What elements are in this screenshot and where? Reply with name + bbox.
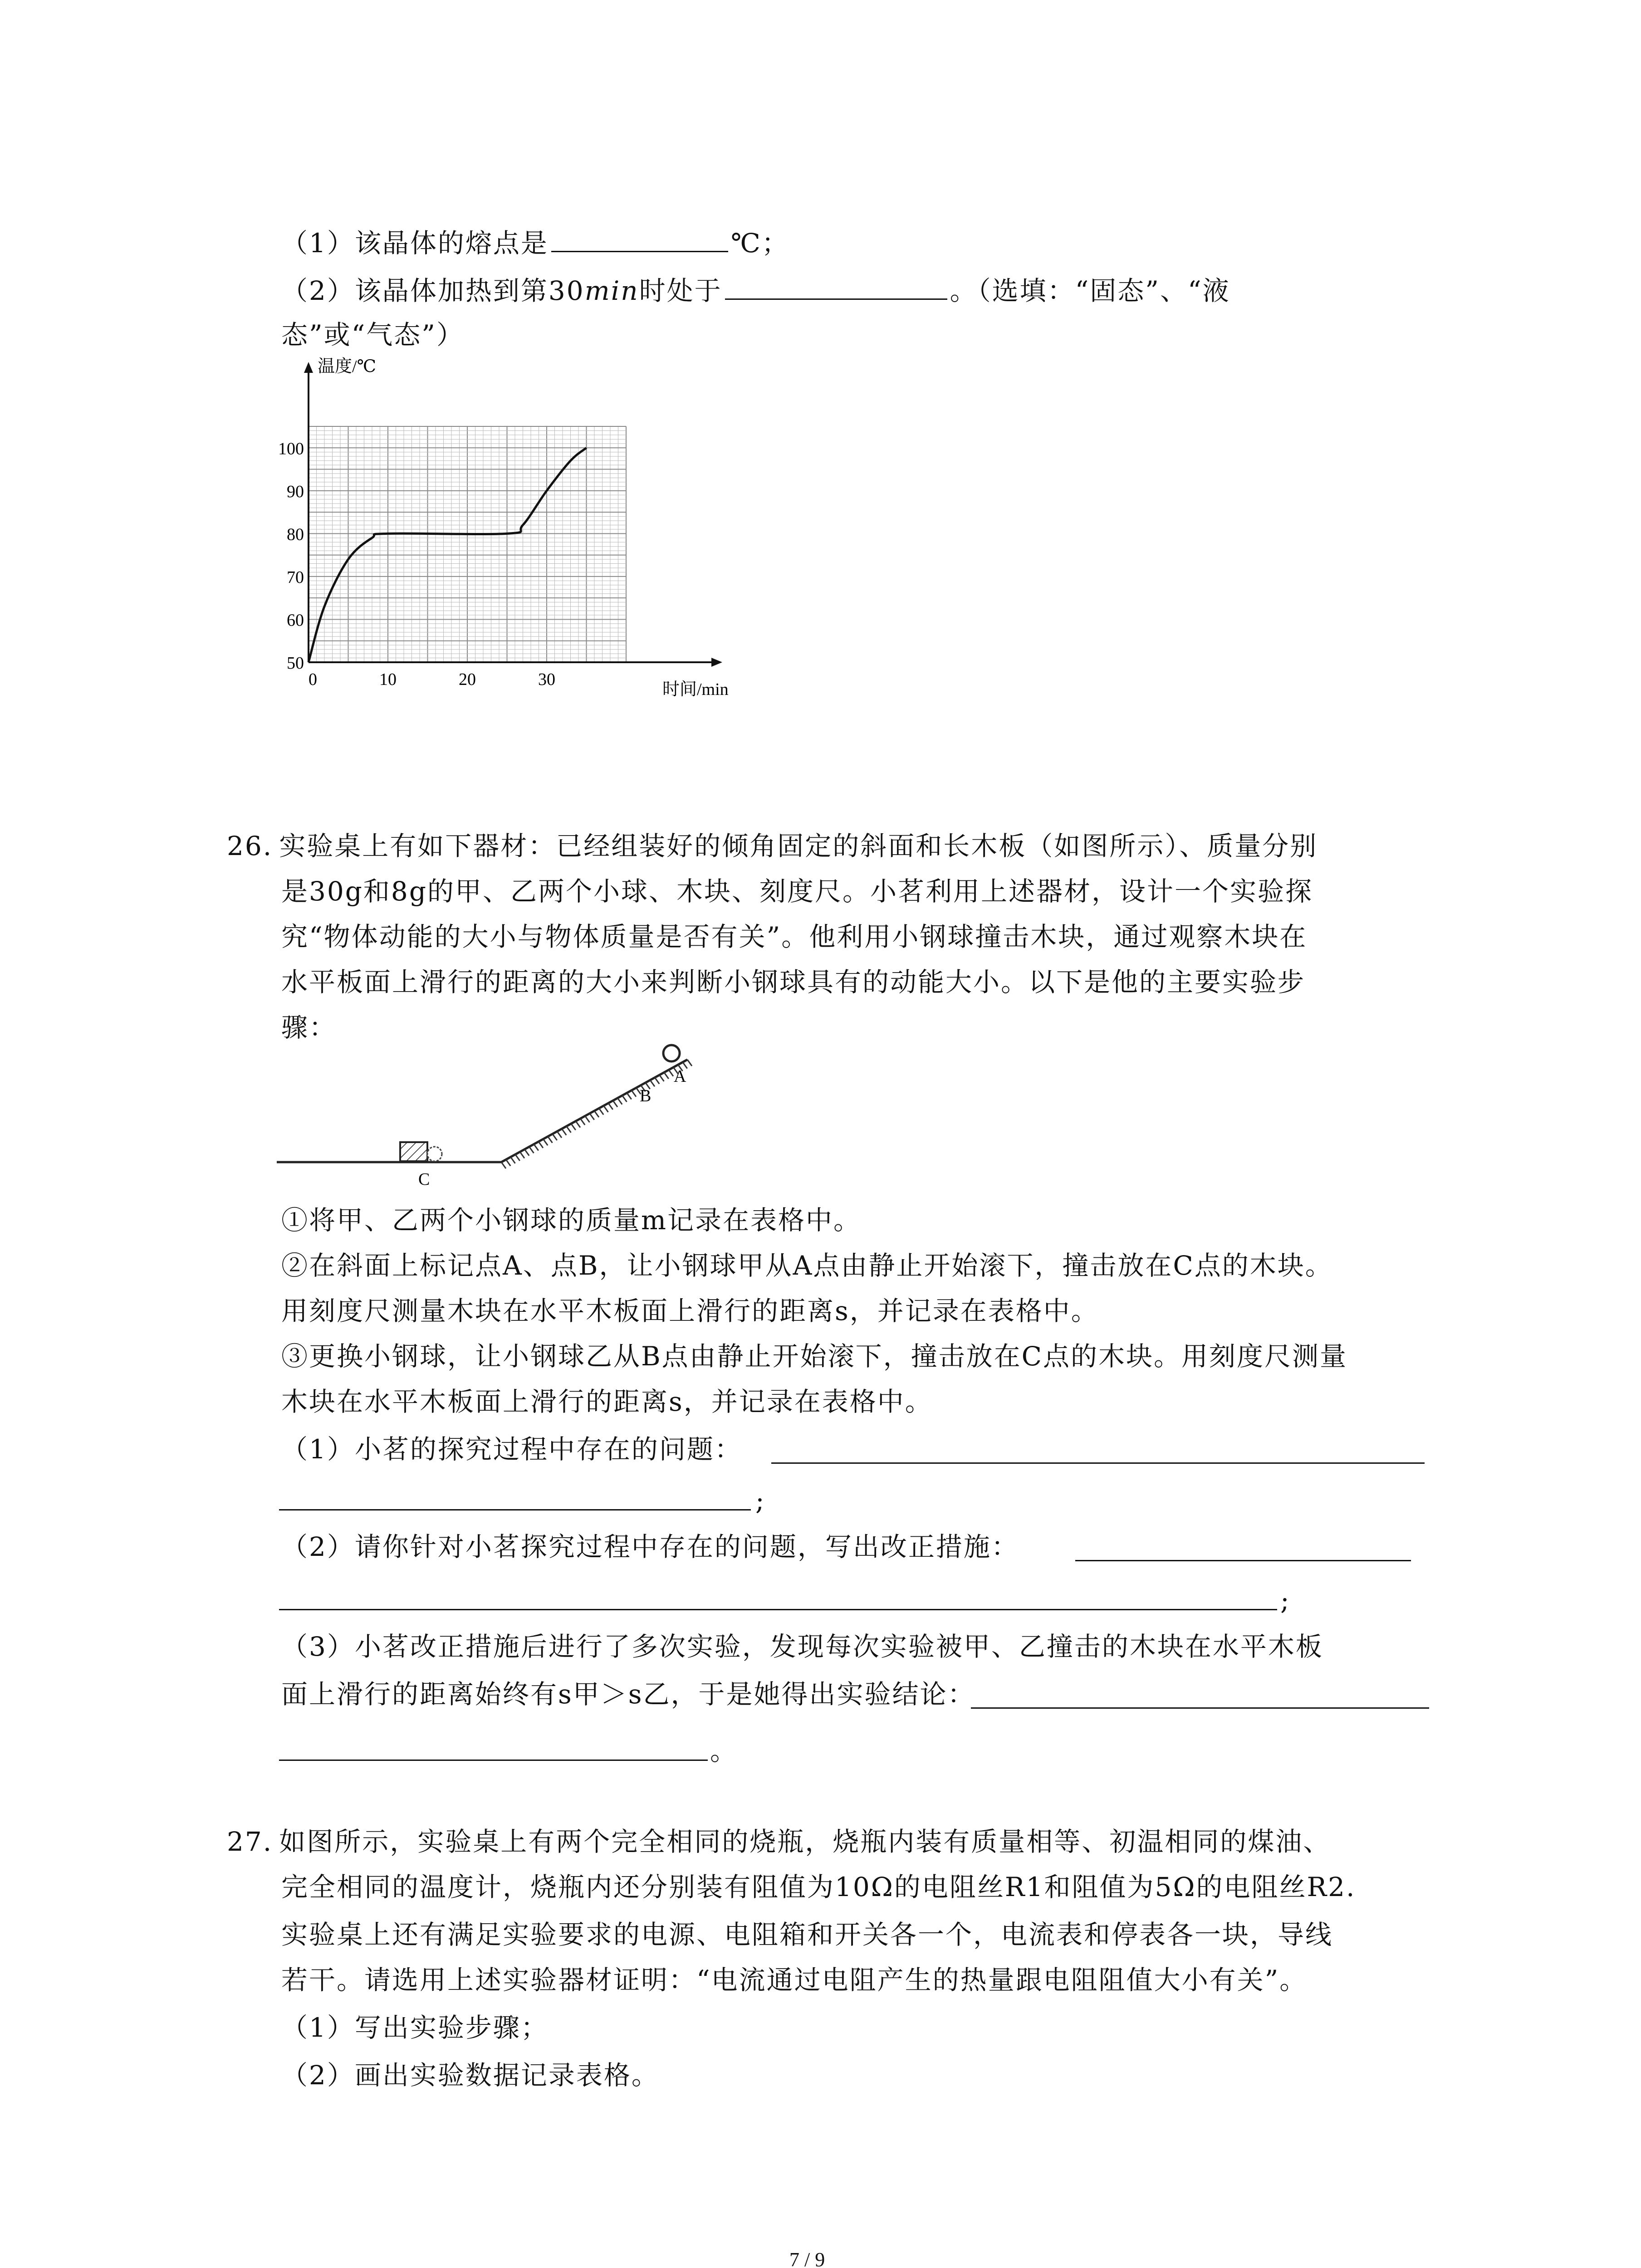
incline-hatch-mark: [515, 1154, 520, 1161]
incline-hatch-mark: [562, 1129, 566, 1135]
incline-hatch-mark: [687, 1060, 692, 1066]
page-number: 7 / 9: [789, 2248, 825, 2268]
answer-blank-state[interactable]: [725, 272, 947, 300]
incline-hatch-mark: [655, 1078, 659, 1084]
q26-line-5: 骤：: [281, 1012, 337, 1043]
answer-blank-q26-2b[interactable]: [279, 1608, 1277, 1610]
incline-hatch-mark: [571, 1124, 576, 1130]
y-axis-label: 温度/℃: [318, 357, 377, 376]
incline-hatch-mark: [529, 1147, 534, 1153]
q26-line-3: 究“物体动能的大小与物体质量是否有关”。他利用小钢球撞击木块，通过观察木块在: [281, 921, 1308, 952]
incline-hatch-mark: [543, 1139, 548, 1145]
q26-step-1: ①将甲、乙两个小钢球的质量m记录在表格中。: [281, 1205, 861, 1236]
q26-line-1: 26. 实验桌上有如下器材：已经组装好的倾角固定的斜面和长木板（如图所示）、质量分别: [227, 831, 1318, 861]
q26-line-2: 是30g和8g的甲、乙两个小球、木块、刻度尺。小茗利用上述器材，设计一个实验探: [281, 876, 1313, 907]
label-b: B: [640, 1086, 652, 1105]
incline-hatch-mark: [650, 1080, 655, 1086]
x-axis-arrow: [711, 658, 722, 667]
incline-hatch-mark: [669, 1070, 673, 1076]
q27-line-2: 完全相同的温度计，烧瓶内还分别装有阻值为10Ω的电阻丝R1和阻值为5Ω的电阻丝R2.: [281, 1872, 1356, 1902]
incline-hatch-mark: [590, 1114, 594, 1120]
x-tick-label: 10: [379, 670, 397, 689]
incline-hatch-mark: [539, 1142, 543, 1148]
incline-hatch-mark: [553, 1134, 557, 1140]
q26-step-2: ②在斜面上标记点A、点B，让小钢球甲从A点由静止开始滚下，撞击放在C点的木块。: [281, 1250, 1333, 1281]
y-tick-label: 90: [287, 482, 304, 501]
y-tick-label: 80: [287, 525, 304, 544]
q27-step-2: （2）画出实验数据记录表格。: [281, 2060, 659, 2091]
incline-hatch-mark: [534, 1144, 539, 1150]
incline-hatch-mark: [627, 1093, 632, 1099]
incline-hatch-mark: [580, 1119, 585, 1125]
y-tick-label: 50: [287, 654, 304, 673]
q25-part2: （2）该晶体加热到第30min时处于 。（选填：“固态”、“液: [281, 272, 1230, 309]
q27-line-4: 若干。请选用上述实验器材证明：“电流通过电阻产生的热量跟电阻阻值大小有关”。: [281, 1965, 1308, 1995]
incline-hatching: [501, 1060, 692, 1168]
ball-c: [427, 1147, 442, 1161]
y-tick-label: 100: [278, 439, 304, 459]
incline-hatch-mark: [604, 1106, 608, 1112]
ball-a: [663, 1045, 680, 1061]
x-tick-label: 0: [309, 670, 317, 689]
q27-line-3: 实验桌上还有满足实验要求的电源、电阻箱和开关各一个，电流表和停表各一块，导线: [281, 1919, 1333, 1950]
answer-blank-q26-3a[interactable]: [971, 1706, 1429, 1709]
q26-step-3: ③更换小钢球，让小钢球乙从B点由静止开始滚下，撞击放在C点的木块。用刻度尺测量: [281, 1341, 1348, 1372]
q26-part3-line2: 面上滑行的距离始终有s甲＞s乙，于是她得出实验结论：: [281, 1679, 975, 1710]
incline-hatch-mark: [520, 1152, 524, 1158]
x-tick-label: 20: [459, 670, 476, 689]
q27-line-1: 27. 如图所示，实验桌上有两个完全相同的烧瓶，烧瓶内装有质量相等、初温相同的煤油、: [227, 1826, 1331, 1857]
incline-hatch-mark: [599, 1108, 603, 1114]
y-tick-label: 60: [287, 611, 304, 630]
question-number: 27.: [227, 1826, 273, 1857]
q26-part1: （1）小茗的探究过程中存在的问题：: [281, 1434, 742, 1465]
q27-step-1: （1）写出实验步骤；: [281, 2012, 549, 2043]
q25-part1: （1）该晶体的熔点是 ℃；: [281, 225, 789, 261]
incline-hatch-mark: [557, 1131, 562, 1138]
incline-hatch-mark: [664, 1072, 669, 1079]
q26-part2-end: ;: [1280, 1585, 1291, 1616]
incline-hatch-mark: [501, 1162, 506, 1168]
label-c: C: [418, 1170, 430, 1189]
incline-hatch-mark: [617, 1098, 622, 1105]
q26-part1-end: ;: [755, 1485, 766, 1516]
q26-line-4: 水平板面上滑行的距离的大小来判断小钢球具有的动能大小。以下是他的主要实验步: [281, 967, 1306, 997]
q26-part3-end: 。: [710, 1735, 738, 1766]
incline-hatch-mark: [594, 1111, 599, 1117]
q25-part2-cont: 态”或“气态”）: [281, 319, 464, 350]
incline-hatch-mark: [608, 1103, 613, 1110]
wood-block: [400, 1142, 427, 1161]
y-axis-arrow: [304, 362, 313, 373]
q26-step-2-cont: 用刻度尺测量木块在水平木板面上滑行的距离s，并记录在表格中。: [281, 1295, 1099, 1326]
incline-hatch-mark: [567, 1126, 571, 1133]
incline-hatch-mark: [511, 1157, 515, 1163]
label-a: A: [674, 1067, 686, 1086]
y-tick-label: 70: [287, 567, 304, 587]
incline-hatch-mark: [622, 1095, 627, 1102]
q26-part3-line1: （3）小茗改正措施后进行了多次实验，发现每次实验被甲、乙撞击的木块在水平木板: [281, 1631, 1323, 1662]
temperature-time-chart: [263, 354, 762, 717]
q26-part2: （2）请你针对小茗探究过程中存在的问题，写出改正措施：: [281, 1531, 1019, 1562]
incline-hatch-mark: [585, 1116, 590, 1122]
answer-blank-q26-3b[interactable]: [279, 1759, 708, 1761]
answer-blank-melting-point[interactable]: [551, 225, 728, 252]
incline-hatch-mark: [660, 1075, 664, 1081]
x-tick-label: 30: [538, 670, 555, 689]
incline-hatch-mark: [548, 1137, 553, 1143]
incline-hatch-mark: [632, 1090, 636, 1097]
answer-blank-q26-1b[interactable]: [279, 1508, 751, 1510]
x-axis-label: 时间/min: [662, 680, 729, 699]
q26-step-3-cont: 木块在水平木板面上滑行的距离s，并记录在表格中。: [281, 1386, 933, 1417]
answer-blank-q26-1a[interactable]: [771, 1461, 1425, 1464]
answer-blank-q26-2a[interactable]: [1075, 1559, 1411, 1561]
incline-hatch-mark: [576, 1121, 580, 1128]
incline-hatch-mark: [613, 1100, 617, 1107]
incline-hatch-mark: [506, 1159, 510, 1166]
question-number: 26.: [227, 831, 273, 861]
incline-hatch-mark: [524, 1149, 529, 1156]
